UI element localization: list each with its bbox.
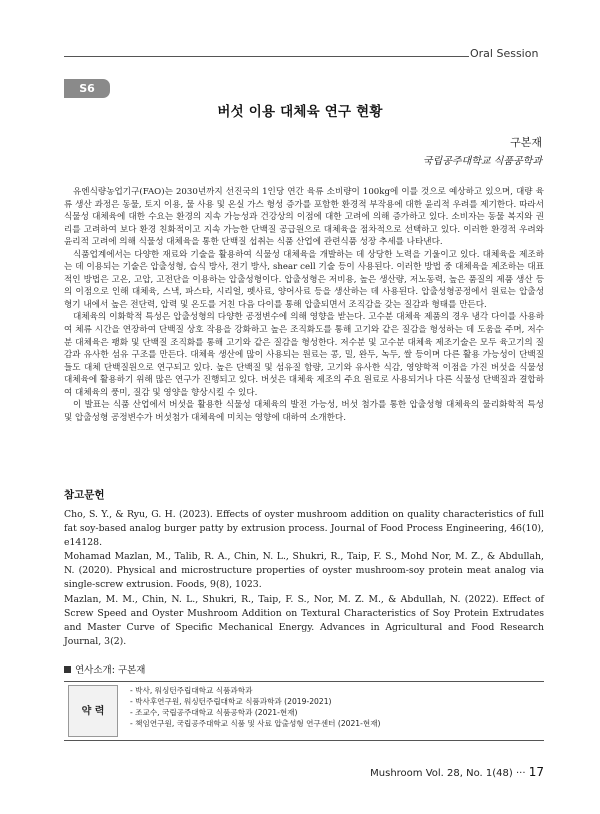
references-list [64, 508, 544, 649]
author-name: 구본재 [510, 136, 542, 149]
page-number: 17 [528, 765, 544, 779]
abstract-paragraph: 유엔식량농업기구(FAO)는 2030년까지 선진국의 1인당 연간 육류 소비량이 100kg에 이를 것으로 예상하고 있으며, 대량 육류 생산 과정은 동물, 토지 이용, 물 사용 및 온실 가스 형성 증가를 포함한 환경적 부작용에 대한 윤리적 우려를 제기한다. 따라서 식물성 대체육에 대한 수요는 환경의 지속 가능성과 건강상의 이점에 대한 고려에 의해 증가하고 있다. 소비자는 동물 복지와 권리를 고려하여 보다 환경 친화적이고 지속 가능한 단백질 공급원으로 대체육을 점차적으로 선택하고 있다. 이러한 환경적 우려와 윤리적 고려에 의해 식물성 대체육을 통한 단백질 섭취는 식품 산업에 관련식품 성장 추세를 나타낸다. [64, 187, 544, 248]
abstract-paragraph: 이 발표는 식품 산업에서 버섯을 활용한 식물성 대체육의 발전 가능성, 버섯 첨가를 통한 압출성형 대체육의 물리화학적 특성 및 압출성형 공정변수가 버섯첨가 대체육에 미치는 영향에 대하여 소개한다. [64, 400, 544, 423]
header-rule [64, 56, 469, 57]
journal-citation: Mushroom Vol. 28, No. 1(48) [370, 768, 513, 779]
abstract-body [64, 186, 544, 424]
speaker-career-box [64, 681, 544, 741]
footer-dots: ··· [515, 768, 526, 779]
career-item: - 박사, 워싱턴주립대학교 식품과학과 [130, 686, 253, 695]
career-label: 약 력 [68, 685, 118, 737]
abstract-paragraph: 식품업계에서는 다양한 재료와 기술을 활용하여 식물성 대체육을 개발하는 데 상당한 노력을 기울이고 있다. 대체육을 제조하는 데 이용되는 기술은 압출성형, 습식 방사, 전기 방사, shear cell 기술 등이 사용된다. 이러한 방법 중 대체육을 제조하는 대표적인 방법은 고온, 고압, 고전단을 이용하는 압출성형이다. 압출성형은 저비용, 높은 생산량, 저노동력, 높은 품질의 제품 생산 등의 이점으로 인해 대체육, 스낵, 파스타, 시리얼, 펫사료, 양어사료 등을 생산하는 데 사용된다. 압출성형공정에서 원료는 압출성형기 내에서 높은 전단력, 압력 및 온도를 거친 다음 다이를 통해 압출되면서 조직감을 갖는 질감과 형태를 만든다. [64, 249, 544, 310]
session-label: Oral Session [470, 47, 539, 60]
career-item: - 박사후연구원, 워싱턴주립대학교 식품과학과 (2019-2021) [130, 697, 332, 706]
author-affiliation: 국립공주대학교 식품공학과 [422, 156, 542, 167]
career-item: - 조교수, 국립공주대학교 식품공학과 (2021-현재) [130, 708, 298, 717]
career-item: - 책임연구원, 국립공주대학교 식품 및 사료 압출성형 연구센터 (2021-현재) [130, 719, 381, 728]
square-bullet-icon [64, 666, 71, 673]
session-tag: S6 [64, 79, 110, 98]
reference-item: Cho, S. Y., & Ryu, G. H. (2023). Effects of oyster mushroom addition on quality characteristics of full fat soy-based analog burger patty by extrusion process. Journal of Food Process Engineering, 46(10), e14128. [64, 509, 544, 549]
reference-item: Mohamad Mazlan, M., Talib, R. A., Chin, N. L., Shukri, R., Taip, F. S., Mohd Nor, M. Z., & Abdullah, N. (2020). Physical and microstructure properties of oyster mushroom-soy protein meat analog via single-screw extrusion. Foods, 9(8), 1023. [64, 551, 544, 591]
speaker-intro-text: 연사소개: 구본재 [75, 665, 146, 676]
page-footer [370, 765, 544, 779]
career-list [130, 685, 381, 729]
references-heading: 참고문헌 [64, 489, 105, 501]
reference-item: Mazlan, M. M., Chin, N. L., Shukri, R., Taip, F. S., Nor, M. Z. M., & Abdullah, N. (2022). Effect of Screw Speed and Oyster Mushroom Addition on Textural Characteristics of Soy Protein Extrudates and Master Curve of Specific Mechanical Energy. Advances in Agricultural and Food Research Journal, 3(2). [64, 593, 544, 647]
abstract-paragraph: 대체육의 이화학적 특성은 압출성형의 다양한 공정변수에 의해 영향을 받는다. 고수분 대체육 제품의 경우 냉각 다이를 사용하여 체류 시간을 연장하여 단백질 상호 작용을 강화하고 높은 조직화도를 통해 고기와 같은 질감을 형성하는 데 도움을 주며, 저수분 대체육은 팽화 및 단백질 조직화를 통해 고기와 같은 질감을 형성한다. 저수분 및 고수분 대체육 제조기술은 모두 육고기의 질감과 유사한 섬유 구조를 만든다. 대체육 생산에 많이 사용되는 원료는 콩, 밀, 완두, 녹두, 쌀 등이며 다른 활용 가능성이 단백질들도 대체 단백질원으로 연구되고 있다. 높은 단백질 및 섬유질 함량, 고기와 유사한 식감, 영양학적 이점을 가진 버섯을 식물성 대체육에 활용하기 위해 많은 연구가 진행되고 있다. 버섯은 대체육 제조의 주요 원료로 사용되거나 다른 식물성 단백질과 결합하여 대체육의 풍미, 질감 및 영양을 향상시킬 수 있다. [64, 312, 544, 398]
page-title: 버섯 이용 대체육 연구 현황 [217, 104, 383, 120]
speaker-intro [64, 662, 145, 676]
